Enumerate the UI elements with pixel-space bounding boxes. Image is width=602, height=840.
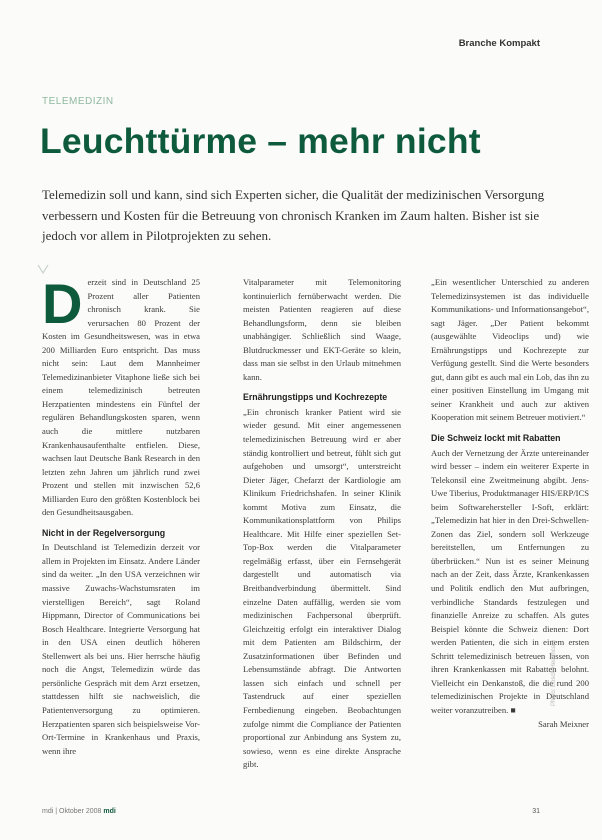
footer-issue: mdi | Oktober 2008 mdi xyxy=(42,808,116,815)
drop-cap: D xyxy=(42,272,83,335)
column-2-body-text: „Ein chronisch kranker Patient wird sie wieder gesund. Mit einer angemessenen telemedizinischen Betreuung wird er aber ständig kontrolliert und betreut, fühlt sich gut aufgehoben und umsorgt“, unterstreicht Dieter Jäger, Chefarzt der Kardiologie am Klinikum Friedrichshafen. In seiner Klinik kommt Motiva zum Einsatz, die Kommunikationsplattform von Philips Healthcare. Mit Hilfe einer speziellen Set-Top-Box werden die Vitalparameter regelmäßig erfasst, über ein Fernsehgerät dargestellt und automatisch via Breitbandverbindung übermittelt. Sind einzelne Daten auffällig, werden sie vom medizinischen Fachpersonal überprüft. Gleichzeitig erfolgt ein interaktiver Dialog mit dem Patienten am Bildschirm, der Zusatzinformationen über Befinden und Lebensumstände abfragt. Die Antworten lassen sich einfach und schnell per Tastendruck auf einer speziellen Fernbedienung eingeben. Beobachtungen zufolge nimmt die Compliance der Patienten proportional zur Anbindung ans System zu, sowieso, wenn es eine direkte Ansprache gibt. xyxy=(243,406,401,770)
page-number: 31 xyxy=(532,808,540,815)
footer-prefix: mdi xyxy=(42,808,54,815)
column-1-body-text: In Deutschland ist Telemedizin derzeit vor allem in Projekten im Einsatz. Andere Länder sind da weiter. „In den USA verzeichnen wir massive Zuwachs-Wachstumsraten im vierstelligen Bereich“, sagt Roland Hippmann, Director of Communications bei Bosch Healthcare. Integrierte Versorgung hat in den USA einen deutlich höheren Stellenwert als bei uns. Hier herrsche häufig noch die Angst, Telemedizin würde das persönliche Gespräch mit dem Arzt ersetzen, stattdessen hilft sie nachweislich, die Patientenversorgung zu optimieren. Herzpatienten sparen sich beispielsweise Vor-Ort-Termine in Krankenhaus und Praxis, wenn ihre xyxy=(42,542,200,756)
subheading-regelversorgung: Nicht in der Regelversorgung xyxy=(42,527,166,538)
subheading-ernaehrungstipps: Ernährungstipps und Kochrezepte xyxy=(243,392,388,403)
section-header-label: Branche Kompakt xyxy=(458,38,540,49)
column-3-intro-text: „Ein wesentlicher Unterschied zu anderen Telemedizinsystemen ist das individuelle Kommunikations- und Informationsangebot“, sagt Jäger. „Der Patient bekommt (ausgewählte Videoclips und) wie Ernährungstipps und Kochrezepte zur Verfügung gestellt. Sind die Werte besonders gut, dann gibt es auch mal ein Lob, das ihn zu einer positiven Einstellung im Umgang mit seiner Krankheit und auch zur aktiven Kooperation mit seinem Betreuer motiviert.“ xyxy=(431,277,589,423)
article-column-2 xyxy=(243,276,401,772)
column-1-intro-text: erzeit sind in Deutschland 25 Prozent aller Patienten chronisch krank. Sie verursachen 80 Prozent der Kosten im Gesundheitswesen, was in etwa 200 Milliarden Euro entspricht. Das muss nicht sein: Laut dem Mannheimer Telemedizinanbieter Vitaphone ließe sich bei einem telemedizinisch betreuten Herzpatienten mindestens ein Fünftel der regulären Behandlungskosten sparen, wenn auch die mittlere nutzbaren Krankenhausaufenthalte entfielen. Diese, wachsen laut Deutsche Bank Research in den letzten zehn Jahren um jährlich rund zwei Prozent und stellen mit inzwischen 52,6 Milliarden Euro den größten Kostenblock bei den Gesundheitsausgaben. xyxy=(42,277,200,518)
article-column-1 xyxy=(42,272,200,758)
footer-brand: mdi xyxy=(103,808,116,815)
column-3-body-text: Auch der Vernetzung der Ärzte untereinander wird besser – indem ein weiterer Experte in Telekonsil eine Zweitmeinung abgibt. Jens-Uwe Tiberius, Produktmanager HIS/ERP/ICS beim Softwarehersteller I-Soft, erklärt: „Telemedizin hat hier in den Drei-Schwellen-Zonen das Ziel, sondern soll Werkzeuge bereitstellen, um Entfernungen zu überbrücken.“ Nun ist es seiner Meinung nach an der Zeit, dass Ärzte, Krankenkassen und Politik endlich den Mut aufbringen, verbindliche Standards festzulegen und finanzielle Anreize zu schaffen. Als gutes Beispiel könnte die Schweiz dienen: Dort werden Patienten, die sich in einem ersten Schritt telemedizinisch betreuen lassen, von ihren Krankenkassen mit Rabatten belohnt. Vielleicht ein Denkanstoß, die die rund 200 telemedizinischen Projekte in Deutschland weiter voranzutreiben. ■ xyxy=(431,447,589,715)
footer-issue-date: Oktober 2008 xyxy=(59,808,102,815)
column-2-intro-text: Vitalparameter mit Telemonitoring kontinuierlich fernüberwacht werden. Die meisten Patienten reagieren auf diese Behandlungsform, denn sie bleiben unabhängiger. Schließlich sind Waage, Blutdruckmesser und EKT-Geräte so klein, dass man sie selbst in den Urlaub mitnehmen kann. xyxy=(243,277,401,382)
article-author: Sarah Meixner xyxy=(538,718,589,729)
section-label: TELEMEDIZIN xyxy=(42,96,114,107)
article-column-3 xyxy=(431,276,589,731)
photo-credit: Photo: Bosch Healthcare xyxy=(551,639,557,706)
article-lead: Telemedizin soll und kann, sind sich Experten sicher, die Qualität der medizinischen Versorgung verbessern und Kosten für die Betreuung von chronisch Kranken im Zaum halten. Bisher ist sie jedoch vor allem in Pilotprojekten zu sehen. xyxy=(42,187,545,243)
article-headline: Leuchttürme – mehr nicht xyxy=(40,121,481,161)
subheading-schweiz: Die Schweiz lockt mit Rabatten xyxy=(431,433,561,444)
